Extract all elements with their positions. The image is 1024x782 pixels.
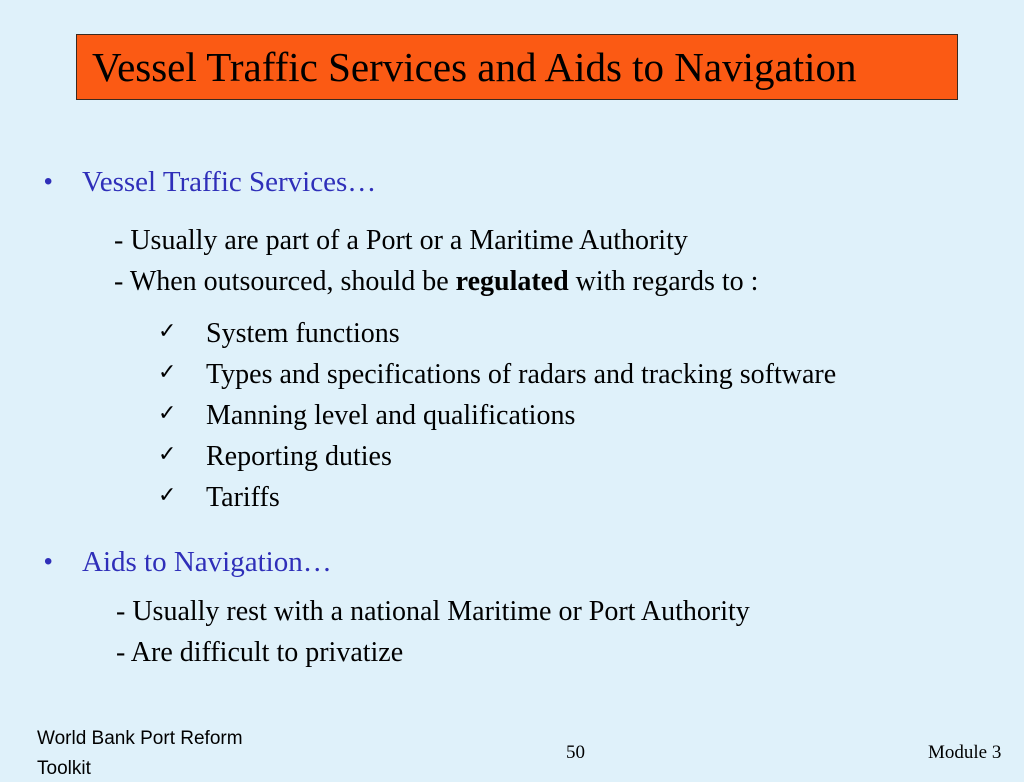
body-line: - Usually are part of a Port or a Maritime Authority: [114, 225, 688, 256]
bullet-heading: Vessel Traffic Services…: [82, 166, 377, 198]
body-line: - Usually rest with a national Maritime or Port Authority: [116, 596, 750, 627]
checkmark-icon: ✓: [158, 483, 177, 508]
checkmark-icon: ✓: [158, 319, 177, 344]
title-box: [76, 34, 958, 100]
checkmark-icon: ✓: [158, 360, 177, 385]
slide-title: Vessel Traffic Services and Aids to Navigation: [92, 44, 857, 90]
bullet-heading: Aids to Navigation…: [82, 546, 332, 578]
footer-source: World Bank Port Reform: [37, 728, 243, 749]
checklist-item-label: Types and specifications of radars and tracking software: [206, 359, 837, 390]
footer-source-cont: Toolkit: [37, 758, 91, 779]
checkmark-icon: ✓: [158, 442, 177, 467]
footer-module: Module 3: [928, 742, 1002, 763]
body-line: - Are difficult to privatize: [116, 637, 404, 668]
body-line-regulated: [114, 265, 758, 299]
checkmark-icon: ✓: [158, 401, 177, 426]
checklist-item-label: Tariffs: [206, 482, 280, 513]
checklist-item-label: Reporting duties: [206, 441, 392, 472]
page-number: 50: [566, 742, 585, 763]
bullet-icon: •: [44, 168, 53, 195]
checklist-item-label: Manning level and qualifications: [206, 400, 576, 431]
bullet-icon: •: [44, 548, 53, 575]
body-text: with regards to :: [568, 266, 759, 297]
bold-keyword: regulated: [455, 266, 569, 297]
checklist-item-label: System functions: [206, 318, 400, 349]
body-text: - When outsourced, should be: [114, 266, 456, 297]
